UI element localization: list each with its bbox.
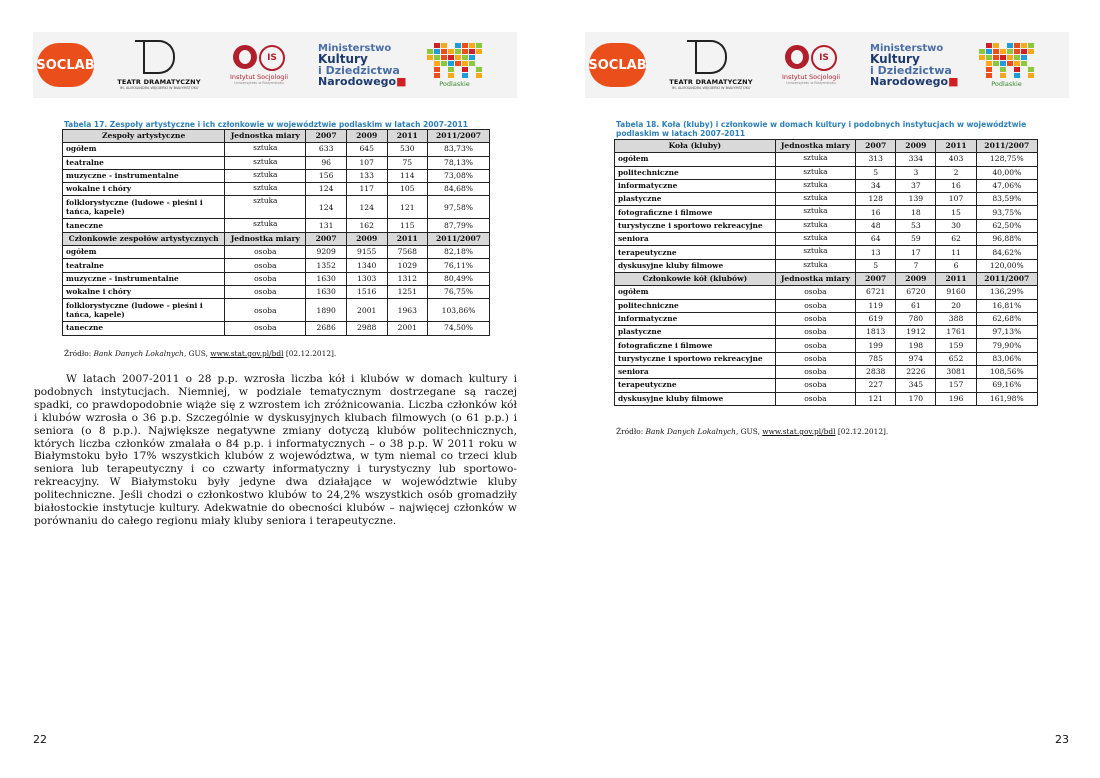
column-header: Jednostka miary <box>225 232 306 245</box>
table-17-source <box>64 349 336 358</box>
column-header: 2009 <box>896 272 936 285</box>
row-label: wokalne i chóry <box>63 183 225 196</box>
unit-cell: sztuka <box>225 143 306 156</box>
value-cell: 196 <box>936 392 976 405</box>
table-row <box>63 272 490 285</box>
column-header: 2011/2007 <box>428 232 490 245</box>
unit-cell: osoba <box>225 285 306 298</box>
value-cell: 198 <box>896 339 936 352</box>
unit-cell: sztuka <box>225 219 306 232</box>
table-row <box>63 183 490 196</box>
teatr-logo-subtitle: IM. ALEKSANDRA WĘGIERKI W BIAŁYMSTOKU <box>119 86 199 90</box>
value-cell: 20 <box>936 299 976 312</box>
table-row <box>63 285 490 298</box>
value-cell: 40,00% <box>976 166 1037 179</box>
table-row <box>615 153 1038 166</box>
value-cell: 1251 <box>387 285 428 298</box>
unit-cell: osoba <box>775 299 855 312</box>
source-link[interactable]: www.stat.gov.pl/bdl <box>762 427 836 436</box>
value-cell: 13 <box>856 246 896 259</box>
column-header: 2007 <box>306 232 347 245</box>
column-header: 2011 <box>387 130 428 143</box>
value-cell: 78,13% <box>428 156 490 169</box>
unit-cell: osoba <box>775 379 855 392</box>
value-cell: 82,18% <box>428 246 490 259</box>
bison-mosaic-icon <box>979 43 1034 78</box>
value-cell: 75 <box>387 156 428 169</box>
value-cell: 18 <box>896 206 936 219</box>
value-cell: 124 <box>306 183 347 196</box>
row-label: plastyczne <box>615 193 776 206</box>
value-cell: 93,75% <box>976 206 1037 219</box>
unit-cell: osoba <box>775 326 855 339</box>
table-row <box>63 219 490 232</box>
teatr-logo-title: TEATR DRAMATYCZNY <box>669 78 753 86</box>
row-label: ogółem <box>63 246 225 259</box>
value-cell: 1912 <box>896 326 936 339</box>
unit-cell: sztuka <box>225 156 306 169</box>
value-cell: 1312 <box>387 272 428 285</box>
value-cell: 64 <box>856 233 896 246</box>
unit-cell: sztuka <box>775 259 855 272</box>
column-header: 2007 <box>856 272 896 285</box>
mkidn-line-1: Ministerstwo <box>318 43 392 54</box>
teatr-mark-icon <box>695 40 727 74</box>
table-row <box>63 259 490 272</box>
mkidn-line-2: Kultury <box>318 52 368 66</box>
value-cell: 120,00% <box>976 259 1037 272</box>
value-cell: 2001 <box>346 299 387 322</box>
unit-cell: osoba <box>775 286 855 299</box>
column-header: Jednostka miary <box>775 140 855 153</box>
value-cell: 133 <box>346 169 387 182</box>
row-label: fotograficzne i filmowe <box>615 206 776 219</box>
table-row <box>615 339 1038 352</box>
row-label: politechniczne <box>615 166 776 179</box>
value-cell: 107 <box>346 156 387 169</box>
teatr-logo <box>664 40 758 90</box>
page-right <box>550 0 1100 778</box>
column-header: Jednostka miary <box>775 272 855 285</box>
value-cell: 388 <box>936 312 976 325</box>
mkidn-logo <box>870 43 959 87</box>
is-logo-title: Instytut Socjologii <box>781 73 841 81</box>
row-label: dyskusyjne kluby filmowe <box>615 392 776 405</box>
row-label: folklorystyczne (ludowe - pieśni i tańca, kapele) <box>63 299 225 322</box>
mkidn-line-4: Narodowego■ <box>318 75 407 88</box>
bison-mosaic-icon <box>427 43 482 78</box>
value-cell: 16 <box>936 179 976 192</box>
value-cell: 974 <box>896 352 936 365</box>
value-cell: 2686 <box>306 322 347 335</box>
row-label: fotograficzne i filmowe <box>615 339 776 352</box>
value-cell: 3081 <box>936 366 976 379</box>
table-row <box>615 193 1038 206</box>
value-cell: 128,75% <box>976 153 1037 166</box>
unit-cell: sztuka <box>775 153 855 166</box>
value-cell: 124 <box>346 196 387 219</box>
mkidn-line-3: i Dziedzictwa <box>318 64 400 77</box>
column-header: 2011/2007 <box>976 140 1037 153</box>
table-row <box>615 219 1038 232</box>
row-label: ogółem <box>615 153 776 166</box>
value-cell: 9155 <box>346 246 387 259</box>
source-text: [02.12.2012]. <box>283 349 337 358</box>
is-logo-subtitle: Uniwersytetu w Białymstoku <box>234 81 284 85</box>
value-cell: 136,29% <box>976 286 1037 299</box>
unit-cell: sztuka <box>775 179 855 192</box>
value-cell: 5 <box>856 259 896 272</box>
unit-cell: osoba <box>225 322 306 335</box>
unit-cell: osoba <box>775 366 855 379</box>
value-cell: 2988 <box>346 322 387 335</box>
table-17 <box>62 129 490 336</box>
value-cell: 128 <box>856 193 896 206</box>
unit-cell: osoba <box>775 312 855 325</box>
value-cell: 6721 <box>856 286 896 299</box>
column-header: Członkowie kół (klubów) <box>615 272 776 285</box>
unit-cell: sztuka <box>775 219 855 232</box>
value-cell: 785 <box>856 352 896 365</box>
value-cell: 62 <box>936 233 976 246</box>
value-cell: 227 <box>856 379 896 392</box>
value-cell: 6 <box>936 259 976 272</box>
row-label: teatralne <box>63 259 225 272</box>
unit-cell: osoba <box>775 352 855 365</box>
value-cell: 83,73% <box>428 143 490 156</box>
value-cell: 105 <box>387 183 428 196</box>
value-cell: 11 <box>936 246 976 259</box>
table-row <box>615 246 1038 259</box>
row-label: ogółem <box>615 286 776 299</box>
table-row <box>615 286 1038 299</box>
value-cell: 2 <box>936 166 976 179</box>
value-cell: 87,79% <box>428 219 490 232</box>
row-label: seniora <box>615 233 776 246</box>
table-row <box>615 312 1038 325</box>
unit-cell: sztuka <box>225 183 306 196</box>
source-text: , GUS, <box>735 427 763 436</box>
value-cell: 652 <box>936 352 976 365</box>
value-cell: 139 <box>896 193 936 206</box>
row-label: teatralne <box>63 156 225 169</box>
column-header: 2011 <box>387 232 428 245</box>
is-logo <box>772 45 850 85</box>
unit-cell: osoba <box>775 392 855 405</box>
column-header: Jednostka miary <box>225 130 306 143</box>
table-row <box>615 206 1038 219</box>
unit-cell: sztuka <box>775 246 855 259</box>
row-label: folklorystyczne (ludowe - pieśni i tańca, kapele) <box>63 196 225 219</box>
value-cell: 79,90% <box>976 339 1037 352</box>
table-row <box>615 352 1038 365</box>
value-cell: 69,16% <box>976 379 1037 392</box>
column-header: 2009 <box>346 232 387 245</box>
row-label: muzyczne - instrumentalne <box>63 169 225 182</box>
value-cell: 83,59% <box>976 193 1037 206</box>
value-cell: 16,81% <box>976 299 1037 312</box>
value-cell: 84,68% <box>428 183 490 196</box>
source-text: Źródło: <box>64 349 94 358</box>
teatr-logo <box>112 40 206 90</box>
value-cell: 6720 <box>896 286 936 299</box>
value-cell: 1963 <box>387 299 428 322</box>
value-cell: 161,98% <box>976 392 1037 405</box>
unit-cell: osoba <box>225 299 306 322</box>
column-header: 2007 <box>856 140 896 153</box>
unit-cell: sztuka <box>775 233 855 246</box>
value-cell: 1340 <box>346 259 387 272</box>
value-cell: 76,75% <box>428 285 490 298</box>
source-text: Bank Danych Lokalnych <box>93 349 184 358</box>
podlaskie-label: Podlaskie <box>991 79 1022 88</box>
table-17-caption: Tabela 17. Zespoły artystyczne i ich członkowie w województwie podlaskim w latach 2007-2011 <box>64 120 468 129</box>
row-label: plastyczne <box>615 326 776 339</box>
logo-bar <box>585 32 1069 98</box>
value-cell: 5 <box>856 166 896 179</box>
row-label: seniora <box>615 366 776 379</box>
value-cell: 156 <box>306 169 347 182</box>
unit-cell: sztuka <box>775 193 855 206</box>
table-row <box>615 166 1038 179</box>
row-label: politechniczne <box>615 299 776 312</box>
teatr-logo-subtitle: IM. ALEKSANDRA WĘGIERKI W BIAŁYMSTOKU <box>671 86 751 90</box>
page-number: 23 <box>1055 733 1069 746</box>
table-row <box>615 379 1038 392</box>
page-number: 22 <box>33 733 47 746</box>
value-cell: 159 <box>936 339 976 352</box>
soclab-logo: SOCLAB <box>37 43 94 87</box>
value-cell: 2838 <box>856 366 896 379</box>
value-cell: 9160 <box>936 286 976 299</box>
value-cell: 313 <box>856 153 896 166</box>
is-mark: IS <box>259 45 285 71</box>
source-text: Bank Danych Lokalnych <box>645 427 736 436</box>
row-label: ogółem <box>63 143 225 156</box>
podlaskie-logo <box>419 43 491 88</box>
table-row <box>63 299 490 322</box>
value-cell: 1303 <box>346 272 387 285</box>
value-cell: 157 <box>936 379 976 392</box>
table-18-source <box>616 427 888 436</box>
is-logo-title: Instytut Socjologii <box>229 73 289 81</box>
value-cell: 96,88% <box>976 233 1037 246</box>
value-cell: 1630 <box>306 285 347 298</box>
column-header: Koła (kluby) <box>615 140 776 153</box>
value-cell: 84,62% <box>976 246 1037 259</box>
value-cell: 76,11% <box>428 259 490 272</box>
mkidn-line-4: Narodowego■ <box>870 75 959 88</box>
value-cell: 124 <box>306 196 347 219</box>
podlaskie-label: Podlaskie <box>439 79 470 88</box>
value-cell: 345 <box>896 379 936 392</box>
row-label: terapeutyczne <box>615 379 776 392</box>
row-label: dyskusyjne kluby filmowe <box>615 259 776 272</box>
table-row <box>615 233 1038 246</box>
value-cell: 16 <box>856 206 896 219</box>
value-cell: 1630 <box>306 272 347 285</box>
table-row <box>63 156 490 169</box>
podlaskie-logo <box>971 43 1043 88</box>
column-header: 2011/2007 <box>428 130 490 143</box>
source-text: Źródło: <box>616 427 646 436</box>
mkidn-line-3: i Dziedzictwa <box>870 64 952 77</box>
column-header: Zespoły artystyczne <box>63 130 225 143</box>
value-cell: 80,49% <box>428 272 490 285</box>
source-text: , GUS, <box>183 349 211 358</box>
unit-cell: sztuka <box>225 169 306 182</box>
unit-cell: osoba <box>225 272 306 285</box>
value-cell: 62,68% <box>976 312 1037 325</box>
row-label: taneczne <box>63 219 225 232</box>
is-mark: IS <box>811 45 837 71</box>
table-row <box>615 366 1038 379</box>
value-cell: 47,06% <box>976 179 1037 192</box>
value-cell: 403 <box>936 153 976 166</box>
column-header: 2011/2007 <box>976 272 1037 285</box>
teatr-mark-icon <box>143 40 175 74</box>
value-cell: 114 <box>387 169 428 182</box>
is-logo-subtitle: Uniwersytetu w Białymstoku <box>786 81 836 85</box>
column-header: 2011 <box>936 272 976 285</box>
value-cell: 59 <box>896 233 936 246</box>
table-row <box>615 392 1038 405</box>
soclab-logo: SOCLAB <box>589 43 646 87</box>
table-row <box>615 326 1038 339</box>
value-cell: 334 <box>896 153 936 166</box>
value-cell: 83,06% <box>976 352 1037 365</box>
value-cell: 2226 <box>896 366 936 379</box>
value-cell: 117 <box>346 183 387 196</box>
unit-cell: osoba <box>225 246 306 259</box>
row-label: informatyczne <box>615 179 776 192</box>
value-cell: 3 <box>896 166 936 179</box>
teatr-logo-title: TEATR DRAMATYCZNY <box>117 78 201 86</box>
value-cell: 530 <box>387 143 428 156</box>
is-person-icon <box>785 45 809 69</box>
table-row <box>615 259 1038 272</box>
unit-cell: sztuka <box>225 196 306 219</box>
value-cell: 96 <box>306 156 347 169</box>
logo-bar <box>33 32 517 98</box>
column-header: 2009 <box>896 140 936 153</box>
table-row <box>63 196 490 219</box>
value-cell: 37 <box>896 179 936 192</box>
column-header: 2007 <box>306 130 347 143</box>
table-header-row <box>63 232 490 245</box>
mkidn-line-2: Kultury <box>870 52 920 66</box>
value-cell: 30 <box>936 219 976 232</box>
table-header-row <box>615 140 1038 153</box>
unit-cell: osoba <box>225 259 306 272</box>
row-label: turystyczne i sportowo rekreacyjne <box>615 219 776 232</box>
value-cell: 74,50% <box>428 322 490 335</box>
row-label: wokalne i chóry <box>63 285 225 298</box>
row-label: informatyczne <box>615 312 776 325</box>
value-cell: 107 <box>936 193 976 206</box>
value-cell: 9209 <box>306 246 347 259</box>
value-cell: 62,50% <box>976 219 1037 232</box>
table-row <box>63 143 490 156</box>
unit-cell: sztuka <box>775 206 855 219</box>
value-cell: 34 <box>856 179 896 192</box>
value-cell: 1890 <box>306 299 347 322</box>
value-cell: 1516 <box>346 285 387 298</box>
source-text: [02.12.2012]. <box>835 427 889 436</box>
table-row <box>63 246 490 259</box>
body-paragraph: W latach 2007-2011 o 28 p.p. wzrosła liczba kół i klubów w domach kultury i podobnych instytucjach. Niemniej, w podziale tematycznym dostrzegane są raczej spadki, co prawdopodobnie wiąże się z wzrostem ich zróżnicowania. Liczba członków kół i klubów wzrosła o 36 p.p. Szczególnie w dyskusyjnych klubach filmowych (o 61 p.p.) i seniora (o 8 p.p.). Największe negatywne zmiany dotyczą klubów politechnicznych, których liczba członków zmalała o 84 p.p. i informatycznych – o 38 p.p. W 2011 roku w Białymstoku było 17% wszystkich klubów z województwa, w tym niemal co trzeci klub seniora lub terapeutyczny i co czwarty informatyczny i turystyczny lub sportowo-rekreacyjny. W Białymstoku były jedyne dwa działające w województwie kluby politechniczne. Jeśli chodzi o członkostwo klubów to 24,2% wszystkich osób gromadziły białostockie instytucje kultury. Adekwatnie do obecności klubów – najwięcej członków w porównaniu do całego regionu miały kluby seniora i terapeutyczne. <box>34 373 517 527</box>
unit-cell: osoba <box>775 339 855 352</box>
unit-cell: sztuka <box>775 166 855 179</box>
mkidn-line-1: Ministerstwo <box>870 43 944 54</box>
table-row <box>63 169 490 182</box>
table-row <box>63 322 490 335</box>
column-header: 2009 <box>346 130 387 143</box>
is-person-icon <box>233 45 257 69</box>
value-cell: 48 <box>856 219 896 232</box>
value-cell: 131 <box>306 219 347 232</box>
value-cell: 119 <box>856 299 896 312</box>
table-18 <box>614 139 1038 406</box>
value-cell: 1352 <box>306 259 347 272</box>
row-label: muzyczne - instrumentalne <box>63 272 225 285</box>
table-header-row <box>63 130 490 143</box>
value-cell: 15 <box>936 206 976 219</box>
value-cell: 121 <box>387 196 428 219</box>
value-cell: 1813 <box>856 326 896 339</box>
value-cell: 645 <box>346 143 387 156</box>
value-cell: 103,86% <box>428 299 490 322</box>
row-label: taneczne <box>63 322 225 335</box>
value-cell: 121 <box>856 392 896 405</box>
value-cell: 17 <box>896 246 936 259</box>
value-cell: 170 <box>896 392 936 405</box>
value-cell: 619 <box>856 312 896 325</box>
value-cell: 1761 <box>936 326 976 339</box>
table-row <box>615 179 1038 192</box>
value-cell: 7 <box>896 259 936 272</box>
row-label: terapeutyczne <box>615 246 776 259</box>
value-cell: 2001 <box>387 322 428 335</box>
value-cell: 7568 <box>387 246 428 259</box>
source-link[interactable]: www.stat.gov.pl/bdl <box>210 349 284 358</box>
value-cell: 97,13% <box>976 326 1037 339</box>
value-cell: 162 <box>346 219 387 232</box>
value-cell: 115 <box>387 219 428 232</box>
value-cell: 61 <box>896 299 936 312</box>
table-header-row <box>615 272 1038 285</box>
table-18-caption: Tabela 18. Koła (kluby) i członkowie w domach kultury i podobnych instytucjach w województwie podlaskim w latach 2007-2011 <box>616 120 1027 138</box>
value-cell: 199 <box>856 339 896 352</box>
is-logo <box>220 45 298 85</box>
value-cell: 780 <box>896 312 936 325</box>
value-cell: 53 <box>896 219 936 232</box>
table-row <box>615 299 1038 312</box>
value-cell: 97,58% <box>428 196 490 219</box>
column-header: Członkowie zespołów artystycznych <box>63 232 225 245</box>
mkidn-logo <box>318 43 407 87</box>
value-cell: 633 <box>306 143 347 156</box>
row-label: turystyczne i sportowo rekreacyjne <box>615 352 776 365</box>
value-cell: 1029 <box>387 259 428 272</box>
column-header: 2011 <box>936 140 976 153</box>
value-cell: 108,56% <box>976 366 1037 379</box>
value-cell: 73,08% <box>428 169 490 182</box>
